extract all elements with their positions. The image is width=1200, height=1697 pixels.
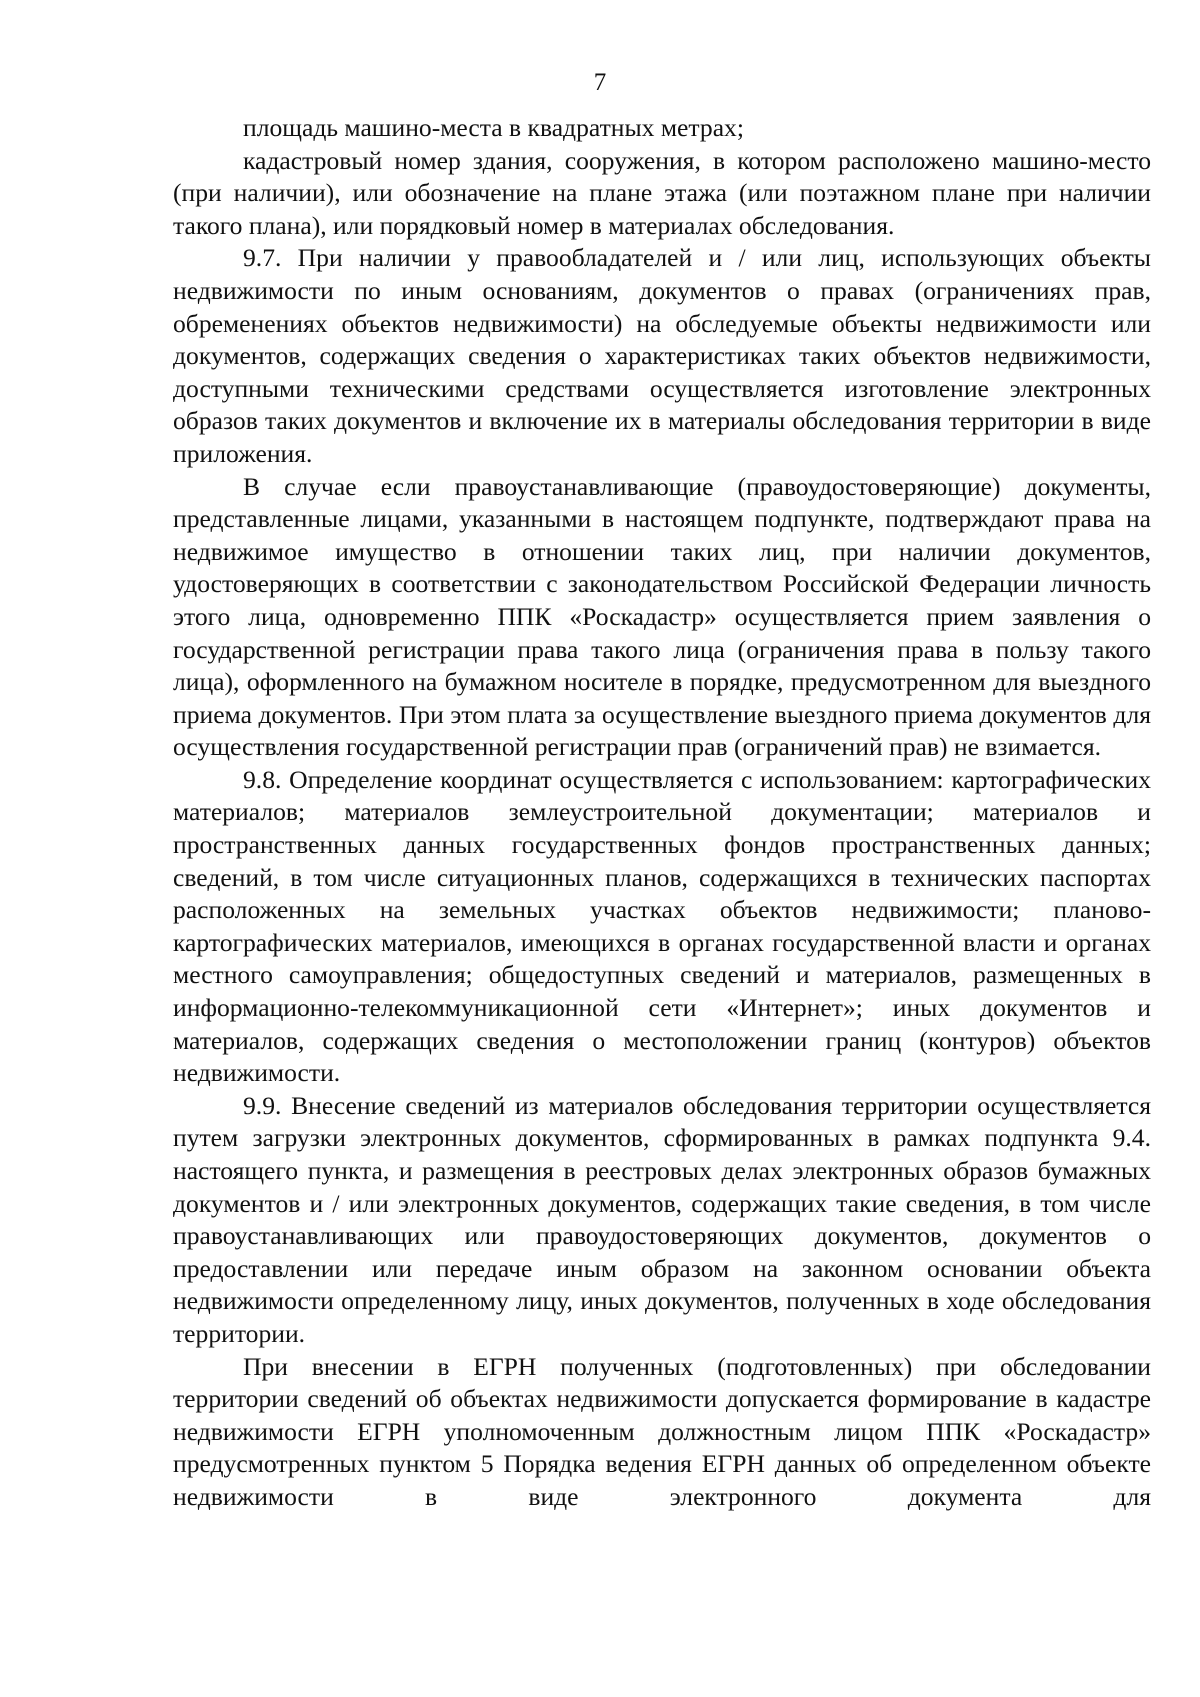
document-body	[173, 112, 1151, 1514]
paragraph: площадь машино-места в квадратных метрах;	[243, 113, 744, 142]
paragraph: 9.7. При наличии у правообладателей и / или лиц, использующих объекты недвижимости по иным основаниям, документов о правах (ограничениях прав, обременениях объектов недвижимости) на обследуемые объекты недвижимости или документов, содержащих сведения о характеристиках таких объектов недвижимости, доступными техническими средствами осуществляется изготовление электронных образов таких документов и включение их в материалы обследования территории в виде приложения.	[173, 243, 1151, 468]
paragraph: В случае если правоустанавливающие (правоудостоверяющие) документы, представленные лицами, указанными в настоящем подпункте, подтверждают права на недвижимое имущество в отношении таких лиц, при наличии документов, удостоверяющих в соответствии с законодательством Российской Федерации личность этого лица, одновременно ППК «Роскадастр» осуществляется прием заявления о государственной регистрации права такого лица (ограничения права в пользу такого лица), оформленного на бумажном носителе в порядке, предусмотренном для выездного приема документов. При этом плата за осуществление выездного приема документов для осуществления государственной регистрации прав (ограничений прав) не взимается.	[173, 471, 1151, 762]
page-number: 7	[593, 69, 607, 96]
paragraph: 9.8. Определение координат осуществляется с использованием: картографических материалов; материалов землеустроительной документации; материалов и пространственных данных государственных фондов пространственных данных; сведений, в том числе ситуационных планов, содержащихся в технических паспортах расположенных на земельных участках объектов недвижимости; планово-картографических материалов, имеющихся в органах государственной власти и органах местного самоуправления; общедоступных сведений и материалов, размещенных в информационно-телекоммуникационной сети «Интернет»; иных документов и материалов, содержащих сведения о местоположении границ (контуров) объектов недвижимости.	[173, 764, 1151, 1088]
paragraph: кадастровый номер здания, сооружения, в котором расположено машино-место (при наличии), или обозначение на плане этажа (или поэтажном плане при наличии такого плана), или порядковый номер в материалах обследования.	[173, 145, 1151, 240]
paragraph: При внесении в ЕГРН полученных (подготовленных) при обследовании территории сведений об объектах недвижимости допускается формирование в кадастре недвижимости ЕГРН уполномоченным должностным лицом ППК «Роскадастр» предусмотренных пунктом 5 Порядка ведения ЕГРН данных об определенном объекте недвижимости в виде электронного документа для	[173, 1351, 1151, 1511]
paragraph: 9.9. Внесение сведений из материалов обследования территории осуществляется путем загрузки электронных документов, сформированных в рамках подпункта 9.4. настоящего пункта, и размещения в реестровых делах электронных образов бумажных документов и / или электронных документов, содержащих такие сведения, в том числе правоустанавливающих или правоудостоверяющих документов, документов о предоставлении или передаче иным образом на законном основании объекта недвижимости определенному лицу, иных документов, полученных в ходе обследования территории.	[173, 1090, 1151, 1348]
